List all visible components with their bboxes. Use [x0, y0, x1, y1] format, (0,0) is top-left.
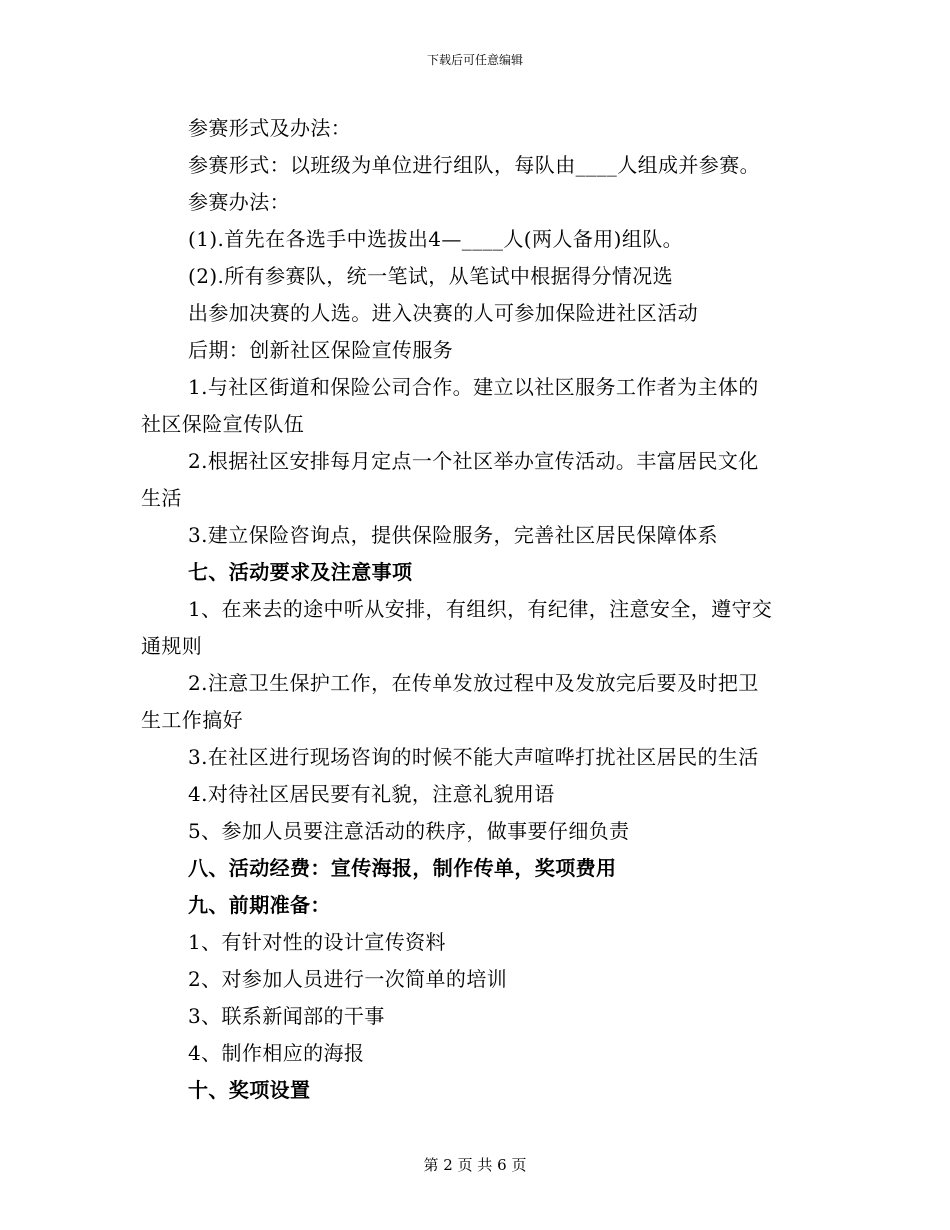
section-line: 4、制作相应的海报 [188, 1041, 365, 1065]
page-number: 第 2 页 共 6 页 [423, 1156, 527, 1174]
section-line: 2.根据社区安排每月定点一个社区举办宣传活动。丰富居民文化 [188, 449, 759, 473]
section-line: 参赛形式：以班级为单位进行组队，每队由____人组成并参赛。 [188, 153, 760, 177]
section-heading: 十、奖项设置 [188, 1078, 311, 1102]
page-header: 下载后可任意编辑 [426, 53, 523, 67]
section-line: 4.对待社区居民要有礼貌，注意礼貌用语 [188, 782, 555, 806]
section-line: 生工作搞好 [141, 708, 243, 732]
section-line: 1.与社区街道和保险公司合作。建立以社区服务工作者为主体的 [188, 375, 759, 399]
section-line: 2、对参加人员进行一次简单的培训 [188, 967, 508, 991]
section-line: 社区保险宣传队伍 [141, 412, 305, 436]
section-line: 3.建立保险咨询点，提供保险服务，完善社区居民保障体系 [188, 523, 718, 547]
section-line: 参赛办法： [188, 190, 290, 214]
section-line: 3、联系新闻部的干事 [188, 1004, 385, 1028]
section-line: 3.在社区进行现场咨询的时候不能大声喧哗打扰社区居民的生活 [188, 745, 759, 769]
section-heading: 七、活动要求及注意事项 [188, 560, 413, 584]
section-line: 出参加决赛的人选。进入决赛的人可参加保险进社区活动 [188, 301, 698, 325]
section-heading: 九、前期准备： [188, 893, 331, 917]
section-line: 生活 [141, 486, 182, 510]
section-line: 5、参加人员要注意活动的秩序，做事要仔细负责 [188, 819, 630, 843]
section-line: 后期：创新社区保险宣传服务 [188, 338, 454, 362]
section-line: (1).首先在各选手中选拔出4—____人(两人备用)组队。 [188, 227, 684, 251]
section-line: 2.注意卫生保护工作，在传单发放过程中及发放完后要及时把卫 [188, 671, 759, 695]
section-heading: 八、活动经费：宣传海报，制作传单，奖项费用 [188, 856, 617, 880]
section-line: 通规则 [141, 634, 203, 658]
section-line: (2).所有参赛队，统一笔试，从笔试中根据得分情况选 [188, 264, 674, 288]
section-line: 1、在来去的途中听从安排，有组织，有纪律，注意安全，遵守交 [188, 597, 773, 621]
section-line: 1、有针对性的设计宣传资料 [188, 930, 446, 954]
section-line: 参赛形式及办法： [188, 116, 352, 140]
